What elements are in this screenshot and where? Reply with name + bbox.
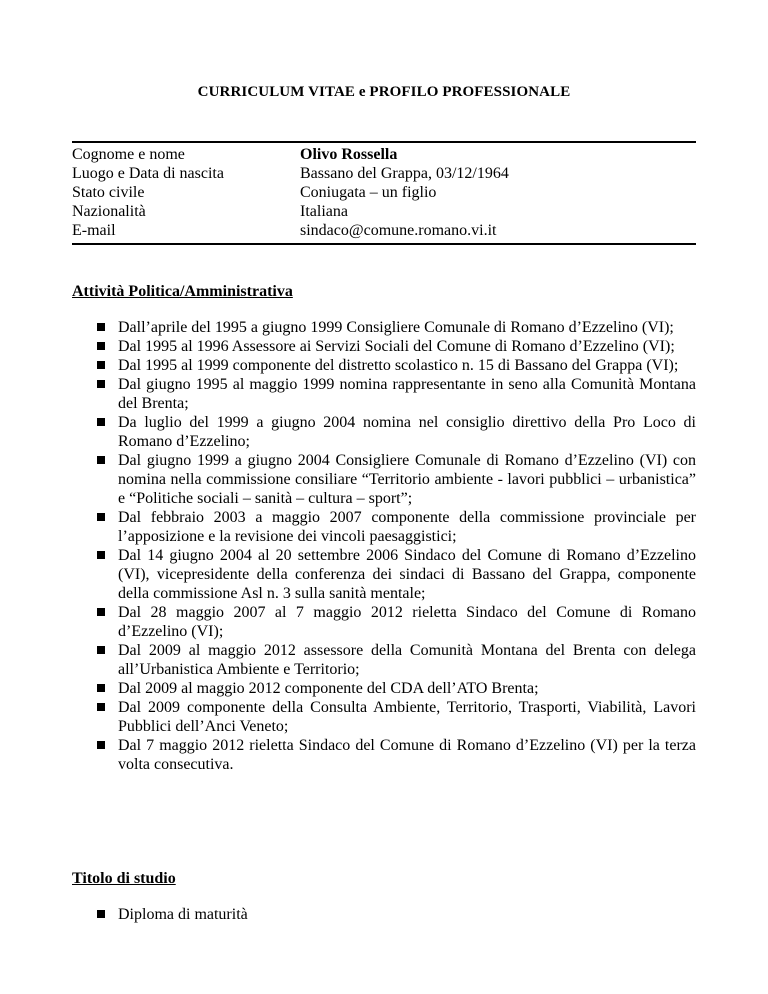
list-item: Dal 2009 al maggio 2012 componente del CDA dell’ATO Brenta; (0, 679, 696, 698)
list-item: Dal 1995 al 1999 componente del distretto scolastico n. 15 di Bassano del Grappa (VI); (0, 356, 696, 375)
list-item: Dal 2009 al maggio 2012 assessore della Comunità Montana del Brenta con delega all’Urbanistica Ambiente e Territorio; (0, 641, 696, 679)
info-label: Cognome e nome (72, 146, 185, 163)
section-heading-political: Attività Politica/Amministrativa (72, 283, 293, 300)
political-activity-list (0, 318, 768, 774)
bullet-square-icon (97, 684, 105, 692)
list-item: Dall’aprile del 1995 a giugno 1999 Consigliere Comunale di Romano d’Ezzelino (VI); (0, 318, 696, 337)
document-title: CURRICULUM VITAE e PROFILO PROFESSIONALE (197, 84, 571, 100)
info-row-nationality (72, 202, 696, 221)
list-item: Dal 7 maggio 2012 rieletta Sindaco del Comune di Romano d’Ezzelino (VI) per la terza volta consecutiva. (0, 736, 696, 774)
bullet-square-icon (97, 342, 105, 350)
info-label: Luogo e Data di nascita (72, 165, 224, 182)
bullet-square-icon (97, 323, 105, 331)
bullet-square-icon (97, 741, 105, 749)
info-row-email (72, 221, 696, 240)
info-row-birth (72, 164, 696, 183)
info-label: Stato civile (72, 184, 145, 201)
personal-info-table (72, 141, 696, 245)
info-row-name (72, 145, 696, 164)
list-item: Dal 2009 componente della Consulta Ambiente, Territorio, Trasporti, Viabilità, Lavori Pubblici dell’Anci Veneto; (0, 698, 696, 736)
section-heading-education: Titolo di studio (72, 870, 176, 887)
bullet-square-icon (97, 456, 105, 464)
info-value-email: sindaco@comune.romano.vi.it (300, 222, 497, 239)
bullet-square-icon (97, 513, 105, 521)
list-item: Diploma di maturità (0, 905, 696, 924)
bullet-square-icon (97, 418, 105, 426)
list-item: Dal 1995 al 1996 Assessore ai Servizi Sociali del Comune di Romano d’Ezzelino (VI); (0, 337, 696, 356)
info-value-nationality: Italiana (300, 203, 348, 220)
info-row-civil-status (72, 183, 696, 202)
list-item: Da luglio del 1999 a giugno 2004 nomina nel consiglio direttivo della Pro Loco di Romano d’Ezzelino; (0, 413, 696, 451)
info-value-name: Olivo Rossella (300, 146, 398, 163)
info-label: E-mail (72, 222, 116, 239)
list-item: Dal 28 maggio 2007 al 7 maggio 2012 rieletta Sindaco del Comune di Romano d’Ezzelino (VI); (0, 603, 696, 641)
list-item: Dal giugno 1995 al maggio 1999 nomina rappresentante in seno alla Comunità Montana del Brenta; (0, 375, 696, 413)
education-list (0, 905, 768, 924)
bullet-square-icon (97, 608, 105, 616)
bullet-square-icon (97, 551, 105, 559)
bullet-square-icon (97, 910, 105, 918)
info-label: Nazionalità (72, 203, 146, 220)
bullet-square-icon (97, 703, 105, 711)
bullet-square-icon (97, 361, 105, 369)
list-item: Dal 14 giugno 2004 al 20 settembre 2006 Sindaco del Comune di Romano d’Ezzelino (VI), vicepresidente della conferenza dei sindaci di Bassano del Grappa, componente della commissione Asl n. 3 sulla sanità mentale; (0, 546, 696, 603)
info-value-birth: Bassano del Grappa, 03/12/1964 (300, 165, 509, 182)
list-item: Dal giugno 1999 a giugno 2004 Consigliere Comunale di Romano d’Ezzelino (VI) con nomina nella commissione consiliare “Territorio ambiente - lavori pubblici – urbanistica” e “Politiche sociali – sanità – cultura – sport”; (0, 451, 696, 508)
info-value-civil-status: Coniugata – un figlio (300, 184, 437, 201)
bullet-square-icon (97, 380, 105, 388)
list-item: Dal febbraio 2003 a maggio 2007 componente della commissione provinciale per l’apposizione e la revisione dei vincoli paesaggistici; (0, 508, 696, 546)
bullet-square-icon (97, 646, 105, 654)
